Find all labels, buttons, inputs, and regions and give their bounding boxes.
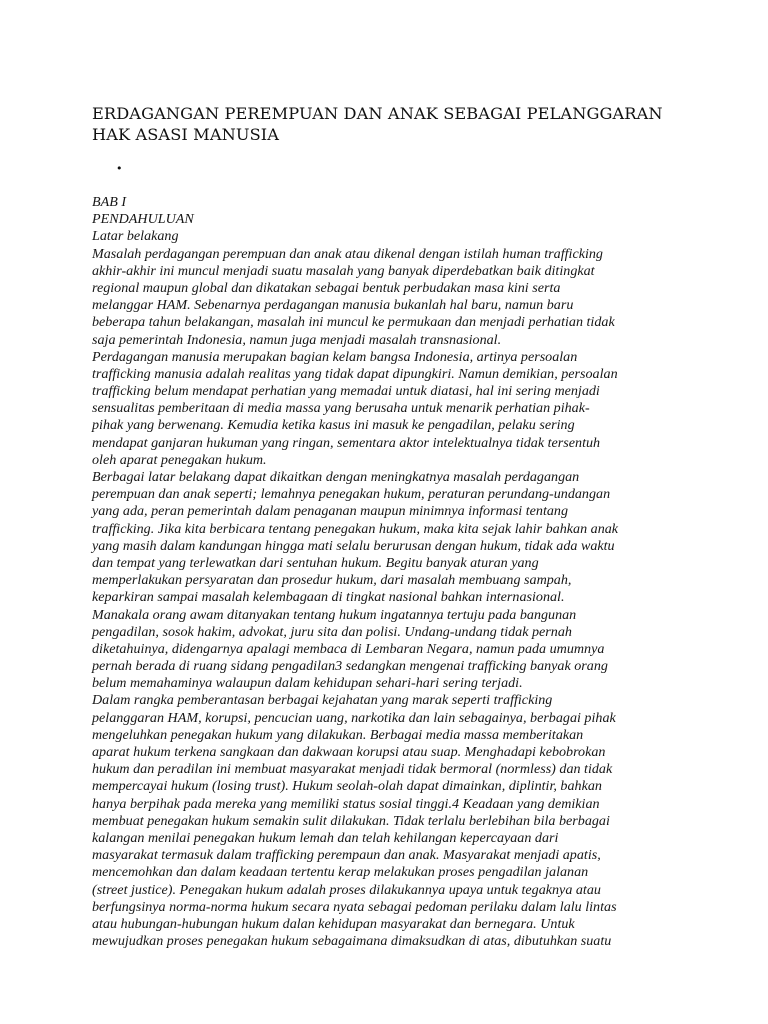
body-text-line: yang masih dalam kandungan hingga mati selalu berurusan dengan hukum, tidak ada waktu (92, 537, 615, 554)
body-text-line: diketahuinya, didengarnya apalagi membaca di Lembaran Negara, namun pada umumnya (92, 640, 605, 657)
body-text-line: regional maupun global dan dikatakan sebagai bentuk perbudakan masa kini serta (92, 279, 561, 296)
title-line: ERDAGANGAN PEREMPUAN DAN ANAK SEBAGAI PELANGGARAN (92, 104, 663, 123)
body-text-line: yang ada, peran pemerintah dalam penaganan maupun minimnya informasi tentang (92, 503, 569, 520)
body-text-line: sensualitas pemberitaan di media massa yang berusaha untuk menarik perhatian pihak- (92, 400, 590, 417)
body-text-line: belum memahaminya walaupun dalam kehidupan sehari-hari sering terjadi. (92, 675, 523, 692)
body-text-line: Dalam rangka pemberantasan berbagai kejahatan yang marak seperti trafficking (92, 692, 553, 709)
document-title (92, 103, 692, 145)
bullet-point: • (116, 162, 123, 175)
body-text-line: membuat penegakan hukum semakin sulit dilakukan. Tidak terlalu berlebihan bila berbagai (92, 812, 610, 829)
body-text-line: masyarakat termasuk dalam trafficking perempaun dan anak. Masyarakat menjadi apatis, (92, 847, 601, 864)
body-text-line: saja pemerintah Indonesia, namun juga menjadi masalah transnasional. (92, 331, 502, 348)
body-text-line: melanggar HAM. Sebenarnya perdagangan manusia bukanlah hal baru, namun baru (92, 297, 574, 314)
body-text-line: akhir-akhir ini muncul menjadi suatu masalah yang banyak diperdebatkan baik ditingkat (92, 262, 595, 279)
body-text-line: Masalah perdagangan perempuan dan anak atau dikenal dengan istilah human trafficking (92, 245, 603, 262)
body-text-line: (street justice). Penegakan hukum adalah proses dilakukannya upaya untuk tegaknya atau (92, 881, 601, 898)
body-text-line: PENDAHULUAN (92, 211, 194, 228)
body-text-line: mencemohkan dan dalam keadaan tertentu kerap melakukan proses pengadilan jalanan (92, 864, 589, 881)
body-text-line: hanya berpihak pada mereka yang memiliki status sosial tinggi.4 Keadaan yang demikian (92, 795, 600, 812)
body-text-line: pengadilan, sosok hakim, advokat, juru sita dan polisi. Undang-undang tidak pernah (92, 623, 572, 640)
document-body (92, 194, 692, 950)
body-text-line: berfungsinya norma-norma hukum secara nyata sebagai pedoman perilaku dalam lalu lintas (92, 898, 617, 915)
body-text-line: Latar belakang (92, 228, 179, 245)
body-text-line: perempuan dan anak seperti; lemahnya penegakan hukum, peraturan perundang-undangan (92, 486, 611, 503)
body-text-line: Perdagangan manusia merupakan bagian kelam bangsa Indonesia, artinya persoalan (92, 348, 578, 365)
body-text-line: beberapa tahun belakangan, masalah ini muncul ke permukaan dan menjadi perhatian tidak (92, 314, 615, 331)
body-text-line: trafficking belum mendapat perhatian yang memadai untuk diatasi, hal ini sering menjadi (92, 383, 600, 400)
body-text-line: pihak yang berwenang. Kemudia ketika kasus ini masuk ke pengadilan, pelaku sering (92, 417, 575, 434)
body-text-line: memperlakukan persyaratan dan prosedur hukum, dari masalah membuang sampah, (92, 572, 572, 589)
body-text-line: mendapat ganjaran hukuman yang ringan, sementara aktor intelektualnya tidak tersentuh (92, 434, 601, 451)
body-text-line: mempercayai hukum (losing trust). Hukum seolah-olah dapat dimainkan, diplintir, bahkan (92, 778, 602, 795)
body-text-line: Berbagai latar belakang dapat dikaitkan dengan meningkatnya masalah perdagangan (92, 469, 580, 485)
body-text-line: trafficking. Jika kita berbicara tentang penegakan hukum, maka kita sejak lahir bahkan anak (92, 520, 619, 537)
body-text-line: mengeluhkan penegakan hukum yang dilakukan. Berbagai media massa memberitakan (92, 726, 584, 743)
body-text-line: pernah berada di ruang sidang pengadilan3 sedangkan mengenai trafficking banyak orang (92, 658, 608, 675)
body-text-line: pelanggaran HAM, korupsi, pencucian uang, narkotika dan lain sebagainya, berbagai pihak (92, 709, 616, 726)
title-line: HAK ASASI MANUSIA (92, 125, 280, 144)
body-text-line: hukum dan peradilan ini membuat masyarakat menjadi tidak bermoral (normless) dan tidak (92, 761, 613, 778)
body-text-line: keparkiran sampai masalah kelembagaan di tingkat nasional bahkan internasional. (92, 589, 565, 606)
body-text-line: Manakala orang awam ditanyakan tentang hukum ingatannya tertuju pada bangunan (92, 606, 577, 623)
body-text-line: BAB I (92, 194, 127, 210)
body-text-line: atau hubungan-hubungan hukum dalan kehidupan masyarakat dan bernegara. Untuk (92, 915, 575, 932)
body-text-line: kalangan menilai penegakan hukum lemah dan telah kehilangan kepercayaan dari (92, 829, 559, 846)
body-text-line: oleh aparat penegakan hukum. (92, 451, 267, 468)
body-text-line: mewujudkan proses penegakan hukum sebagaimana dimaksudkan di atas, dibutuhkan suatu (92, 933, 612, 950)
body-text-line: aparat hukum terkena sangkaan dan dakwaan korupsi atau suap. Menghadapi kebobrokan (92, 744, 606, 760)
body-text-line: dan tempat yang terlewatkan dari sentuhan hukum. Begitu banyak aturan yang (92, 554, 539, 571)
body-text-line: trafficking manusia adalah realitas yang tidak dapat dipungkiri. Namun demikian, persoalan (92, 365, 618, 382)
